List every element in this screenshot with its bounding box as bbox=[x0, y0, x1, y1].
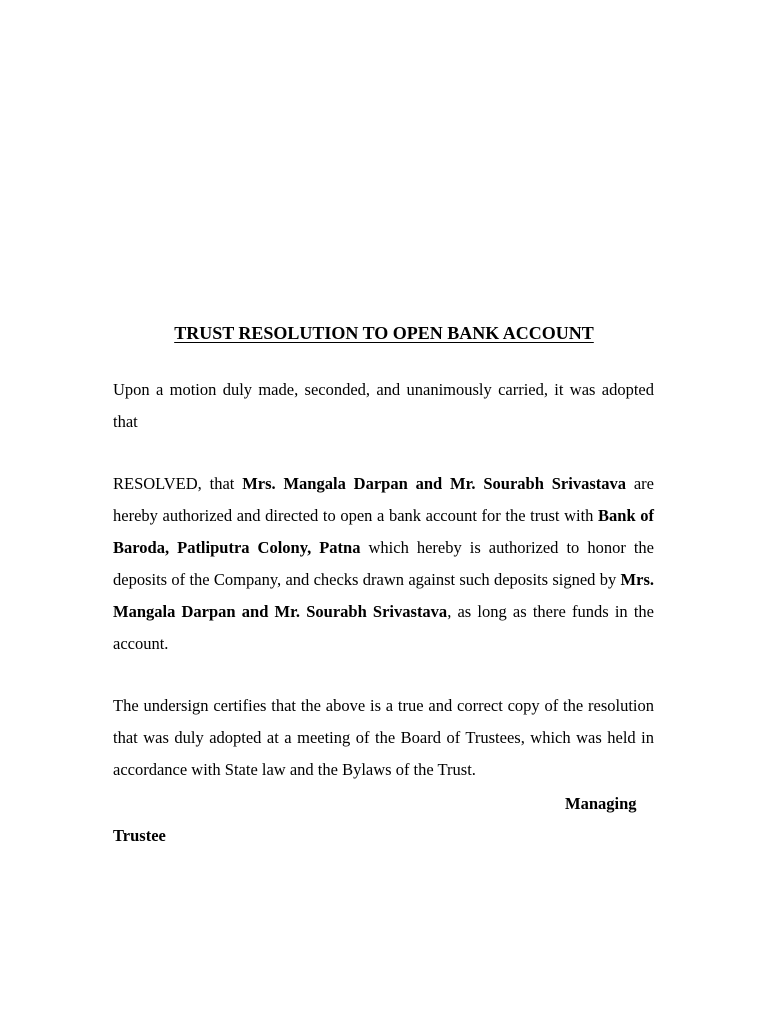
signature-line-trustee: Trustee bbox=[113, 826, 166, 845]
motion-paragraph: Upon a motion duly made, seconded, and unanimously carried, it was adopted that bbox=[113, 380, 654, 431]
resolution-text-4: , as long as there funds in the account. bbox=[113, 602, 654, 653]
resolution-text-1: RESOLVED, that bbox=[113, 474, 243, 493]
bank-name: Bank of Baroda, Patliputra Colony, Patna bbox=[113, 506, 654, 557]
document-body bbox=[113, 374, 654, 786]
certification-paragraph: The undersign certifies that the above is a true and correct copy of the resolution that was duly adopted at a meeting of the Board of Trustees, which was held in accordance with State law and the Bylaws of the Trust. bbox=[113, 696, 654, 779]
signature-block bbox=[0, 794, 768, 864]
document-title: TRUST RESOLUTION TO OPEN BANK ACCOUNT bbox=[174, 323, 594, 343]
resolution-text-2: are hereby authorized and directed to open a bank account for the trust with bbox=[113, 474, 654, 525]
resolution-text-3: which hereby is authorized to honor the deposits of the Company, and checks drawn against such deposits signed by bbox=[113, 538, 654, 589]
resolution-paragraph bbox=[113, 468, 654, 660]
signatories-names-repeat: Mrs. Mangala Darpan and Mr. Sourabh Srivastava bbox=[113, 570, 654, 621]
signature-line-managing: Managing bbox=[565, 794, 637, 813]
signatories-names: Mrs. Mangala Darpan and Mr. Sourabh Srivastava bbox=[242, 474, 626, 493]
